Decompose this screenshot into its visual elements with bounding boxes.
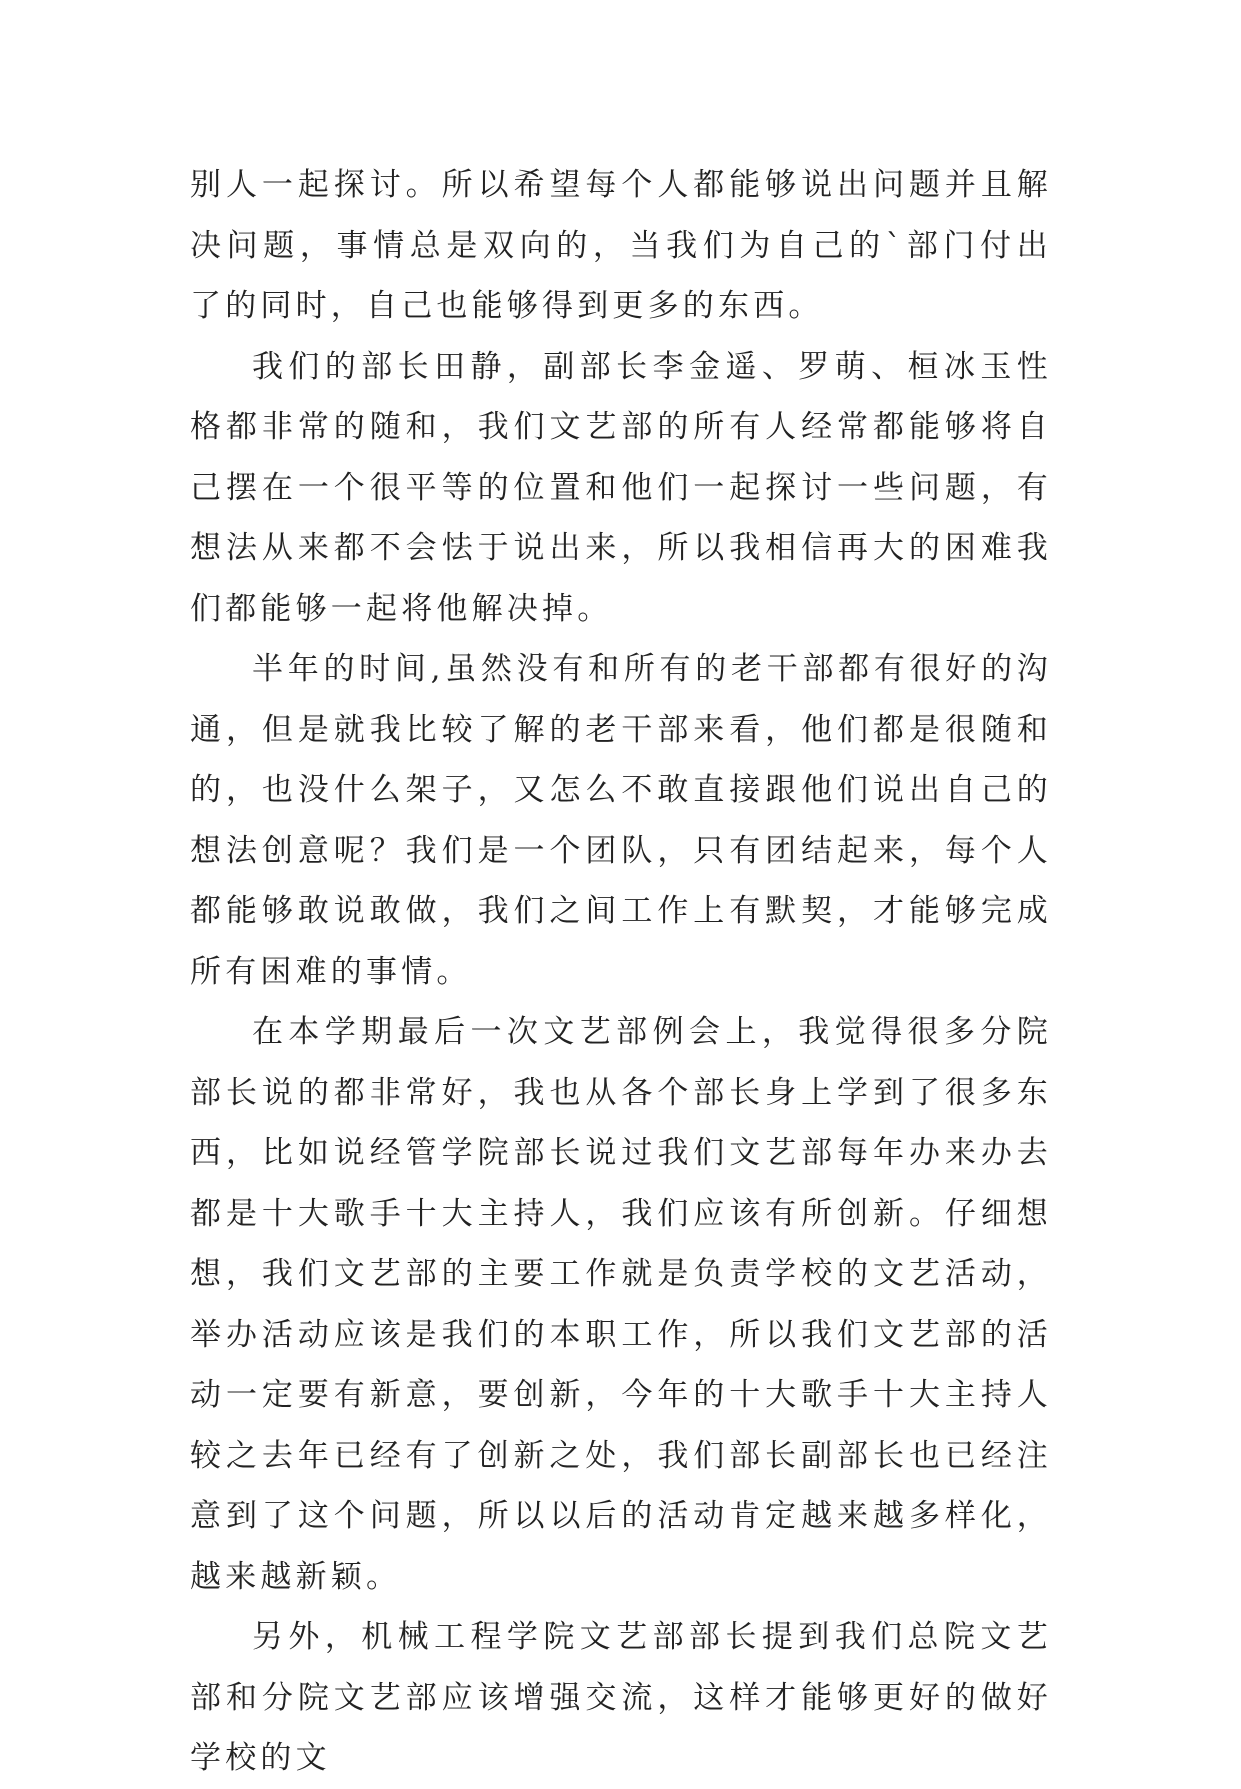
paragraph-4: 在本学期最后一次文艺部例会上，我觉得很多分院部长说的都非常好，我也从各个部长身上学到了很多东西，比如说经管学院部长说过我们文艺部每年办来办去都是十大歌手十大主持人，我们应该有所创新。仔细想想，我们文艺部的主要工作就是负责学校的文艺活动，举办活动应该是我们的本职工作，所以我们文艺部的活动一定要有新意，要创新，今年的十大歌手十大主持人较之去年已经有了创新之处，我们部长副部长也已经注意到了这个问题，所以以后的活动肯定越来越多样化，越来越新颖。 — [190, 1014, 1052, 1595]
paragraph-1: 别人一起探讨。所以希望每个人都能够说出问题并且解决问题，事情总是双向的，当我们为自己的`部门付出了的同时，自己也能够得到更多的东西。 — [190, 167, 1052, 324]
document-body — [190, 155, 1052, 1789]
paragraph-5: 另外，机械工程学院文艺部部长提到我们总院文艺部和分院文艺部应该增强交流，这样才能够更好的做好学校的文 — [190, 1619, 1052, 1776]
paragraph-2: 我们的部长田静，副部长李金遥、罗萌、桓冰玉性格都非常的随和，我们文艺部的所有人经常都能够将自己摆在一个很平等的位置和他们一起探讨一些问题，有想法从来都不会怯于说出来，所以我相信再大的困难我们都能够一起将他解决掉。 — [190, 348, 1052, 627]
paragraph-3: 半年的时间,虽然没有和所有的老干部都有很好的沟通，但是就我比较了解的老干部来看，他们都是很随和的，也没什么架子，又怎么不敢直接跟他们说出自己的想法创意呢？我们是一个团队，只有团结起来，每个人都能够敢说敢做，我们之间工作上有默契，才能够完成所有困难的事情。 — [190, 651, 1052, 990]
